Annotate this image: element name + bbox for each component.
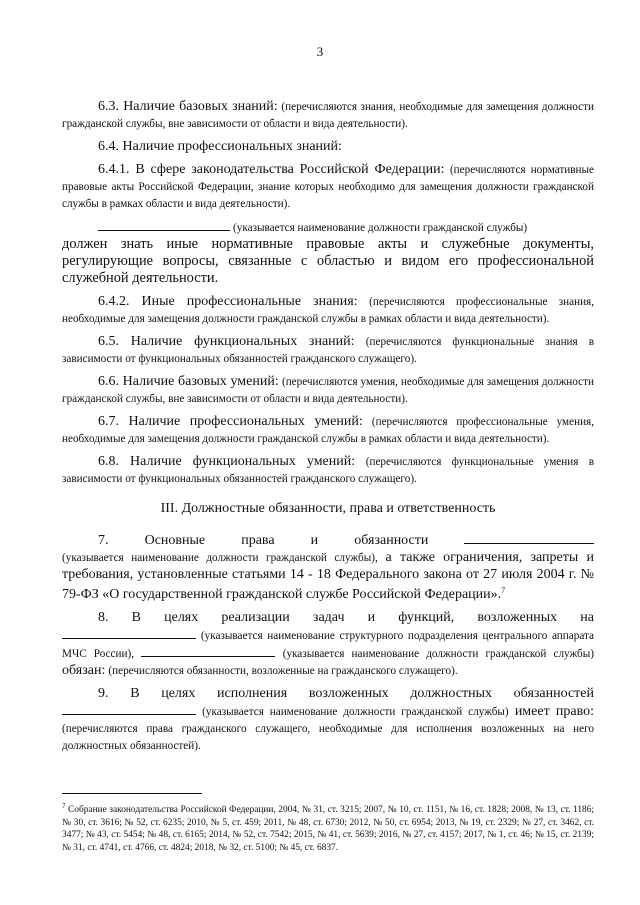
p66-heading: 6.6. Наличие базовых умений: [98,374,279,389]
paragraph-9 [62,702,594,754]
p65-heading: 6.5. Наличие функциональных знаний: [98,334,355,349]
paragraph-6-4-1 [62,161,594,212]
p8-text: (перечисляются обязанности, возложенные на гражданского служащего). [108,665,458,678]
blank-line [62,702,196,715]
footnote-number: 7 [62,802,66,810]
footnote-text: Собрание законодательства Российской Федерации, 2004, № 31, ст. 3215; 2007, № 10, ст. 1151, № 16, ст. 1828; 2008, № 13, ст. 1186; № 30, ст. 3616; № 52, ст. 6235; 2010, № 5, ст. 459; 2011, № 48, ст. 6730; 2012, № 50, ст. 6954; 2013, № 19, ст. 2329; № 27, ст. 3462, ст. 3477; № 43, ст. 5454; № 48, ст. 6165; 2014, № 52, ст. 7542; 2015, № 41, ст. 5639; 2016, № 27, ст. 4157; 2017, № 1, ст. 46; № 15, ст. 2139; № 31, ст. 4741, ст. 4766, ст. 4824; 2018, № 32, ст. 5100; № 45, ст. 6837. [62,805,594,853]
paragraph-6-4 [62,138,594,155]
p7-text: а также ограничения, запреты и требования, установленные статьями 14 - 18 Федерального закона от 27 июля 2004 г. № 79-ФЗ «О государственной гражданской службе Российской Федерации». [62,550,594,603]
p9-has: имеет [514,704,550,720]
p9-note: (указывается наименование должности гражданской службы) [202,706,509,719]
footnote [62,800,594,854]
paragraph-6-6 [62,373,594,407]
page-body [62,98,594,760]
p8-heading: 8. В целях реализации задач и функций, возложенных на [98,610,594,626]
p641-heading: 6.4.1. В сфере законодательства Российской Федерации: [98,162,445,177]
p63-text: (перечисляются знания, необходимые для замещения должности гражданской службы, вне зависимости от области и вида деятельности). [62,101,594,130]
p67-text: (перечисляются профессиональные умения, необходимые для замещения должности гражданской службы в рамках области и вида деятельности). [62,416,594,445]
p63-heading: 6.3. Наличие базовых знаний: [98,99,278,114]
p642-text: (перечисляются профессиональные знания, необходимые для замещения должности гражданской службы в рамках области и вида деятельности). [62,296,594,325]
footnote-ref: 7 [501,586,506,595]
p8-note1: (указывается наименование структурного подразделения центрального аппарата МЧС России), [62,630,595,661]
p64-heading: 6.4. Наличие профессиональных знаний: [98,139,342,154]
paragraph-8-line [62,609,594,626]
paragraph-6-4-1-fill [62,218,594,236]
paragraph-7-line [62,531,594,549]
p7-heading: 7. Основные права и обязанности [98,533,429,548]
p68-text: (перечисляются функциональные умения в зависимости от функциональных обязанностей гражданского служащего). [62,456,594,485]
paragraph-8 [62,626,594,679]
p8-note2: (указывается наименование должности гражданской службы) [282,648,594,661]
paragraph-6-4-1-main [62,236,594,287]
p67-heading: 6.7. Наличие профессиональных умений: [98,414,363,429]
blank-line [98,218,230,231]
section-title: III. Должностные обязанности, права и ответственность [160,501,496,516]
p66-text: (перечисляются умения, необходимые для замещения должности гражданской службы, вне зависимости от области и вида деятельности). [62,376,595,405]
paragraph-9-line [62,685,594,702]
paragraph-6-7 [62,413,594,447]
blank-line [141,644,275,657]
p641-text: (перечисляются нормативные правовые акты Российской Федерации, знание которых необходимо для замещения должности гражданской службы в рамках области и вида деятельности). [62,164,595,210]
paragraph-6-4-2 [62,293,594,327]
p9-heading: 9. В целях исполнения возложенных должностных обязанностей [98,686,594,702]
p641-main: должен знать иные нормативные правовые акты и служебные документы, регулирующие вопросы, связанные с областью и видом его профессиональной служебной деятельности. [62,236,594,286]
p7-note: (указывается наименование должности гражданской службы), [62,552,378,564]
page-number: 3 [316,44,324,59]
paragraph-7 [62,549,594,603]
paragraph-6-3 [62,98,594,132]
paragraph-6-8 [62,453,594,487]
p642-heading: 6.4.2. Иные профессиональные знания: [98,294,358,309]
blank-line [464,531,594,544]
footnote-divider [62,793,202,794]
p9-text: (перечисляются права гражданского служащего, необходимые для исполнения возложенных на него должностных обязанностей). [62,723,594,753]
p65-text: (перечисляются функциональные знания в зависимости от функциональных обязанностей гражданского служащего). [62,336,594,365]
p641-fill-note: (указывается наименование должности гражданской службы) [233,222,528,234]
blank-line [62,626,196,639]
p8-obliged: обязан: [62,663,106,679]
paragraph-6-5 [62,333,594,367]
p9-right: право: [555,704,594,720]
p68-heading: 6.8. Наличие функциональных умений: [98,454,356,469]
